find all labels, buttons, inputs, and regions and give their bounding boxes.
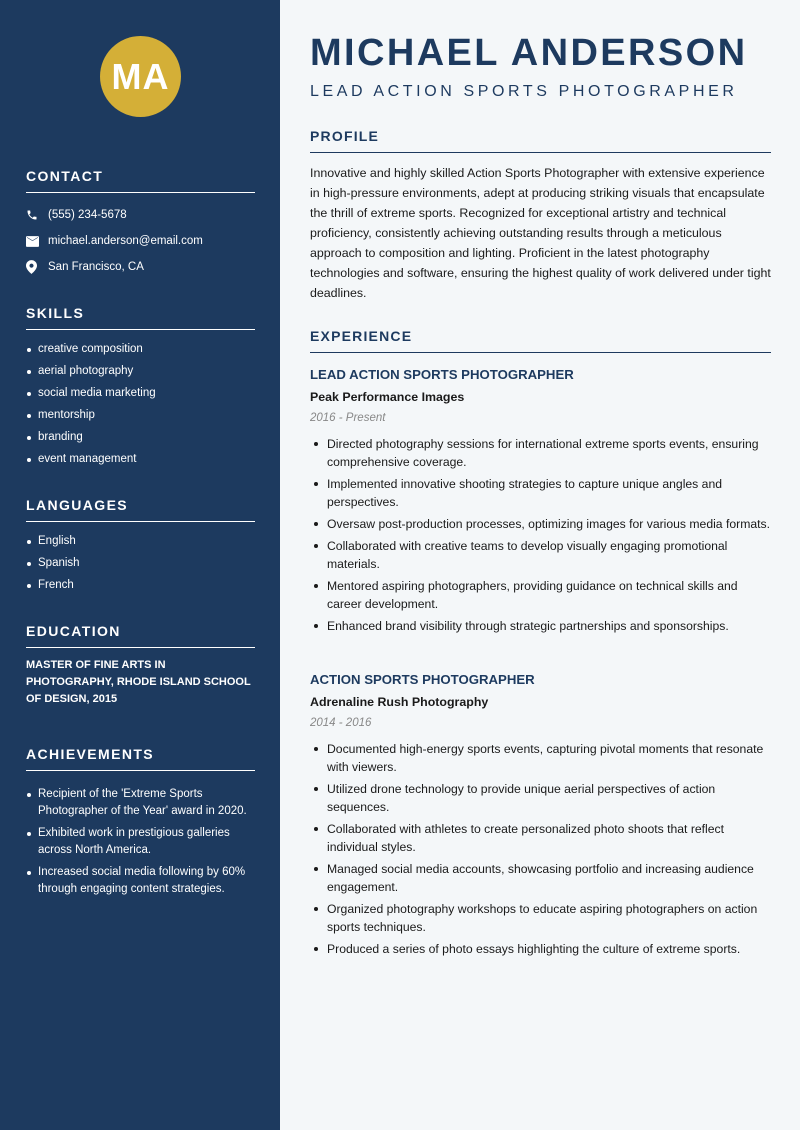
job-bullet: Collaborated with athletes to create personalized photo shoots that reflect individual styles. xyxy=(310,820,771,856)
job-company: Adrenaline Rush Photography xyxy=(310,695,489,709)
location-text: San Francisco, CA xyxy=(48,261,144,273)
skill-item: branding xyxy=(26,429,255,446)
job-bullets xyxy=(310,435,771,635)
email-icon xyxy=(26,236,48,247)
job-bullet: Directed photography sessions for international extreme sports events, ensuring comprehensive coverage. xyxy=(310,435,771,471)
job-title: ACTION SPORTS PHOTOGRAPHER xyxy=(310,672,535,687)
profile-heading: PROFILE xyxy=(310,128,771,153)
skill-item: creative composition xyxy=(26,341,255,358)
skill-item: event management xyxy=(26,451,255,468)
job-company: Peak Performance Images xyxy=(310,390,465,404)
job-bullet: Oversaw post-production processes, optimizing images for various media formats. xyxy=(310,515,771,533)
experience-heading: EXPERIENCE xyxy=(310,328,771,353)
achievements-list xyxy=(26,786,255,898)
location-pin-icon xyxy=(26,260,48,274)
job-bullet: Implemented innovative shooting strategies to capture unique angles and perspectives. xyxy=(310,475,771,511)
job-dates: 2014 - 2016 xyxy=(310,717,372,729)
achievement-item: Exhibited work in prestigious galleries across North America. xyxy=(26,825,255,859)
job-title: LEAD ACTION SPORTS PHOTOGRAPHER xyxy=(310,367,574,382)
contact-location xyxy=(26,254,255,280)
skill-item: aerial photography xyxy=(26,363,255,380)
job-entry xyxy=(310,671,771,962)
candidate-name: MICHAEL ANDERSON xyxy=(310,32,748,74)
achievements-section xyxy=(26,746,255,903)
contact-email xyxy=(26,228,255,254)
phone-text: (555) 234-5678 xyxy=(48,209,127,221)
skill-item: mentorship xyxy=(26,407,255,424)
skill-item: social media marketing xyxy=(26,385,255,402)
language-item: English xyxy=(26,533,255,550)
job-bullet: Documented high-energy sports events, capturing pivotal moments that resonate with viewers. xyxy=(310,740,771,776)
job-bullet: Managed social media accounts, showcasing portfolio and increasing audience engagement. xyxy=(310,860,771,896)
language-item: French xyxy=(26,577,255,594)
job-bullet: Collaborated with creative teams to develop visually engaging promotional materials. xyxy=(310,537,771,573)
job-bullet: Enhanced brand visibility through strategic partnerships and sponsorships. xyxy=(310,617,771,635)
candidate-role: LEAD ACTION SPORTS PHOTOGRAPHER xyxy=(310,83,738,100)
avatar-initials: MA xyxy=(100,36,181,117)
profile-text: Innovative and highly skilled Action Sports Photographer with extensive experience in high-pressure environments, adept at producing striking visuals that encapsulate the thrill of extreme sports. Recognized for exceptional artistry and technical proficiency, consistently achieving outstanding results through a meticulous approach to composition and lighting. Proficient in the latest photography technologies and software, ensuring the highest quality of work delivered under tight deadlines. xyxy=(310,166,771,300)
job-bullets xyxy=(310,740,771,958)
language-item: Spanish xyxy=(26,555,255,572)
education-section xyxy=(26,623,255,708)
email-text: michael.anderson@email.com xyxy=(48,235,203,247)
languages-section xyxy=(26,497,255,599)
contact-heading: CONTACT xyxy=(26,168,255,193)
job-bullet: Mentored aspiring photographers, providing guidance on technical skills and career development. xyxy=(310,577,771,613)
skills-list xyxy=(26,341,255,468)
job-bullet: Produced a series of photo essays highlighting the culture of extreme sports. xyxy=(310,940,771,958)
achievement-item: Increased social media following by 60% through engaging content strategies. xyxy=(26,864,255,898)
education-heading: EDUCATION xyxy=(26,623,255,648)
skills-heading: SKILLS xyxy=(26,305,255,330)
job-bullet: Organized photography workshops to educate aspiring photographers on action sports techniques. xyxy=(310,900,771,936)
contact-phone xyxy=(26,202,255,228)
education-text: MASTER OF FINE ARTS IN PHOTOGRAPHY, RHODE ISLAND SCHOOL OF DESIGN, 2015 xyxy=(26,659,251,705)
achievements-heading: ACHIEVEMENTS xyxy=(26,746,255,771)
languages-heading: LANGUAGES xyxy=(26,497,255,522)
job-entry xyxy=(310,366,771,639)
achievement-item: Recipient of the 'Extreme Sports Photographer of the Year' award in 2020. xyxy=(26,786,255,820)
phone-icon xyxy=(26,209,48,221)
job-dates: 2016 - Present xyxy=(310,412,386,424)
languages-list xyxy=(26,533,255,594)
contact-section xyxy=(26,168,255,280)
skills-section xyxy=(26,305,255,473)
sidebar xyxy=(0,0,280,1130)
job-bullet: Utilized drone technology to provide unique aerial perspectives of action sequences. xyxy=(310,780,771,816)
